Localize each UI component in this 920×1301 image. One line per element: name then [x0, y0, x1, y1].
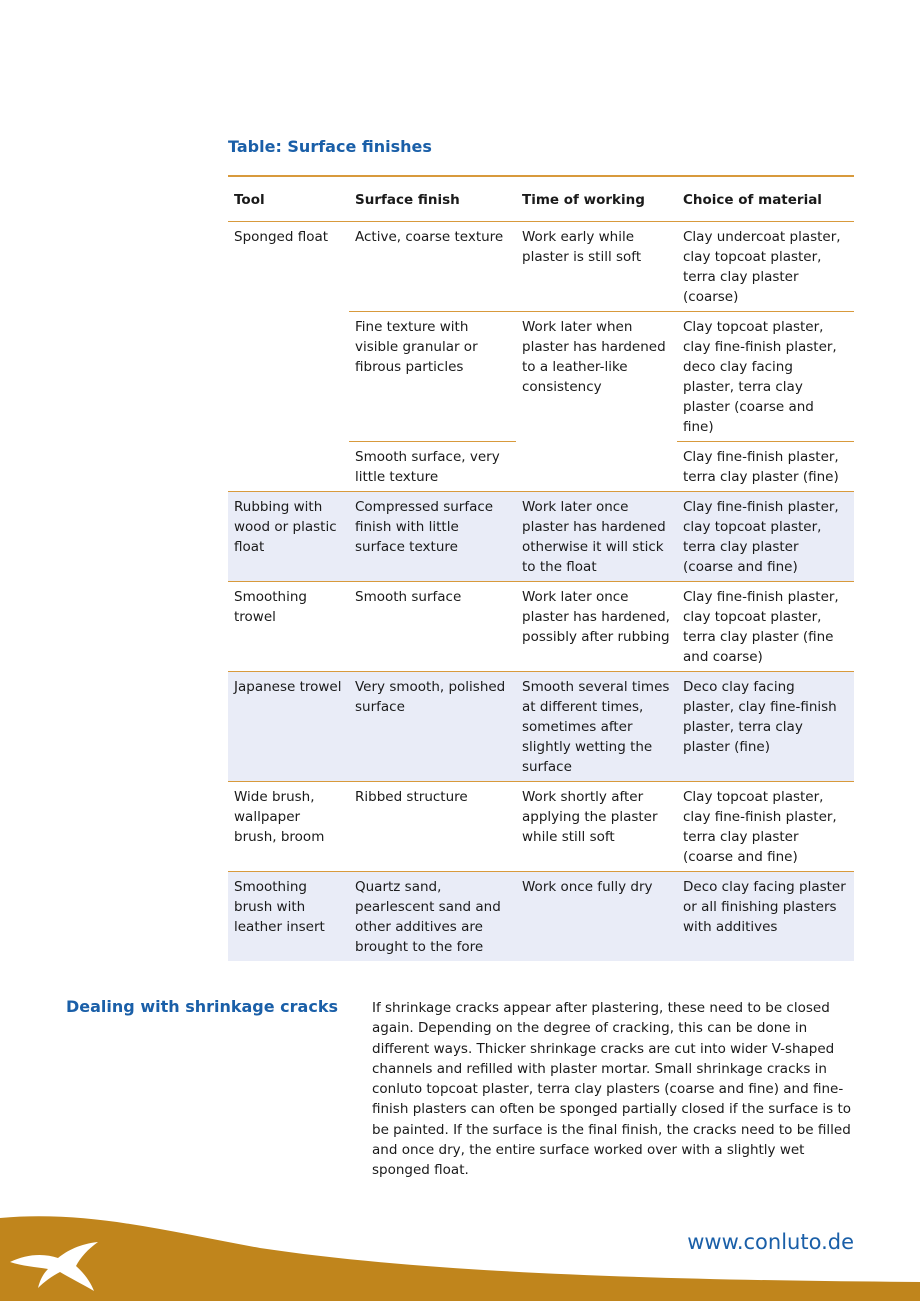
cell-tool: Smoothing brush with leather insert	[228, 872, 349, 962]
table-row	[228, 872, 854, 962]
cell-time-of-working: Work shortly after applying the plaster while still soft	[516, 782, 677, 872]
cell-material: Clay fine-finish plaster, terra clay plaster (fine)	[677, 442, 854, 492]
header-tool: Tool	[228, 176, 349, 222]
table-row	[228, 222, 854, 312]
cell-material: Clay topcoat plaster, clay fine-finish plaster, terra clay plaster (coarse and fine)	[677, 782, 854, 872]
table-header-row	[228, 176, 854, 222]
cell-material: Deco clay facing plaster or all finishing plasters with additives	[677, 872, 854, 962]
table-title: Table: Surface finishes	[228, 137, 432, 156]
cell-material: Clay undercoat plaster, clay topcoat plaster, terra clay plaster (coarse)	[677, 222, 854, 312]
table-row	[228, 492, 854, 582]
cell-surface-finish: Quartz sand, pearlescent sand and other additives are brought to the fore	[349, 872, 516, 962]
swallow-bird-icon	[8, 1236, 100, 1292]
cell-surface-finish: Very smooth, polished surface	[349, 672, 516, 782]
cell-surface-finish: Fine texture with visible granular or fibrous particles	[349, 312, 516, 442]
header-surface-finish: Surface finish	[349, 176, 516, 222]
cell-material: Clay fine-finish plaster, clay topcoat plaster, terra clay plaster (fine and coarse)	[677, 582, 854, 672]
cell-time-of-working: Work later when plaster has hardened to a leather-like consistency	[516, 312, 677, 492]
footer-wave-shape	[0, 1216, 920, 1301]
cell-tool: Wide brush, wallpaper brush, broom	[228, 782, 349, 872]
cell-material: Clay topcoat plaster, clay fine-finish plaster, deco clay facing plaster, terra clay plaster (coarse and fine)	[677, 312, 854, 442]
cell-time-of-working: Work later once plaster has hardened otherwise it will stick to the float	[516, 492, 677, 582]
cell-surface-finish: Compressed surface finish with little surface texture	[349, 492, 516, 582]
cell-surface-finish: Smooth surface	[349, 582, 516, 672]
cell-tool: Rubbing with wood or plastic float	[228, 492, 349, 582]
cell-time-of-working: Work later once plaster has hardened, possibly after rubbing	[516, 582, 677, 672]
cell-time-of-working: Work once fully dry	[516, 872, 677, 962]
cell-tool: Japanese trowel	[228, 672, 349, 782]
header-choice-of-material: Choice of material	[677, 176, 854, 222]
footer-wave	[0, 1210, 920, 1301]
cell-surface-finish: Smooth surface, very little texture	[349, 442, 516, 492]
surface-finishes-table	[228, 175, 854, 961]
cell-surface-finish: Active, coarse texture	[349, 222, 516, 312]
section-body-text: If shrinkage cracks appear after plastering, these need to be closed again. Depending on the degree of cracking, this can be done in different ways. Thicker shrinkage cracks are cut into wider V-shaped channels and refilled with plaster mortar. Small shrinkage cracks in conluto topcoat plaster, terra clay plasters (coarse and fine) and fine-finish plasters can often be sponged partially closed if the surface is to be painted. If the surface is the final finish, the cracks need to be filled and once dry, the entire surface worked over with a slightly wet sponged float.	[372, 1000, 852, 1179]
cell-tool: Sponged float	[228, 222, 349, 492]
cell-material: Deco clay facing plaster, clay fine-finish plaster, terra clay plaster (fine)	[677, 672, 854, 782]
cell-surface-finish: Ribbed structure	[349, 782, 516, 872]
cell-tool: Smoothing trowel	[228, 582, 349, 672]
table-row	[228, 782, 854, 872]
website-link[interactable]: www.conluto.de	[687, 1230, 854, 1254]
cell-time-of-working: Work early while plaster is still soft	[516, 222, 677, 312]
table-row	[228, 672, 854, 782]
cell-time-of-working: Smooth several times at different times, sometimes after slightly wetting the surface	[516, 672, 677, 782]
table-row	[228, 582, 854, 672]
section-heading: Dealing with shrinkage cracks	[66, 997, 338, 1016]
header-time-of-working: Time of working	[516, 176, 677, 222]
cell-material: Clay fine-finish plaster, clay topcoat plaster, terra clay plaster (coarse and fine)	[677, 492, 854, 582]
